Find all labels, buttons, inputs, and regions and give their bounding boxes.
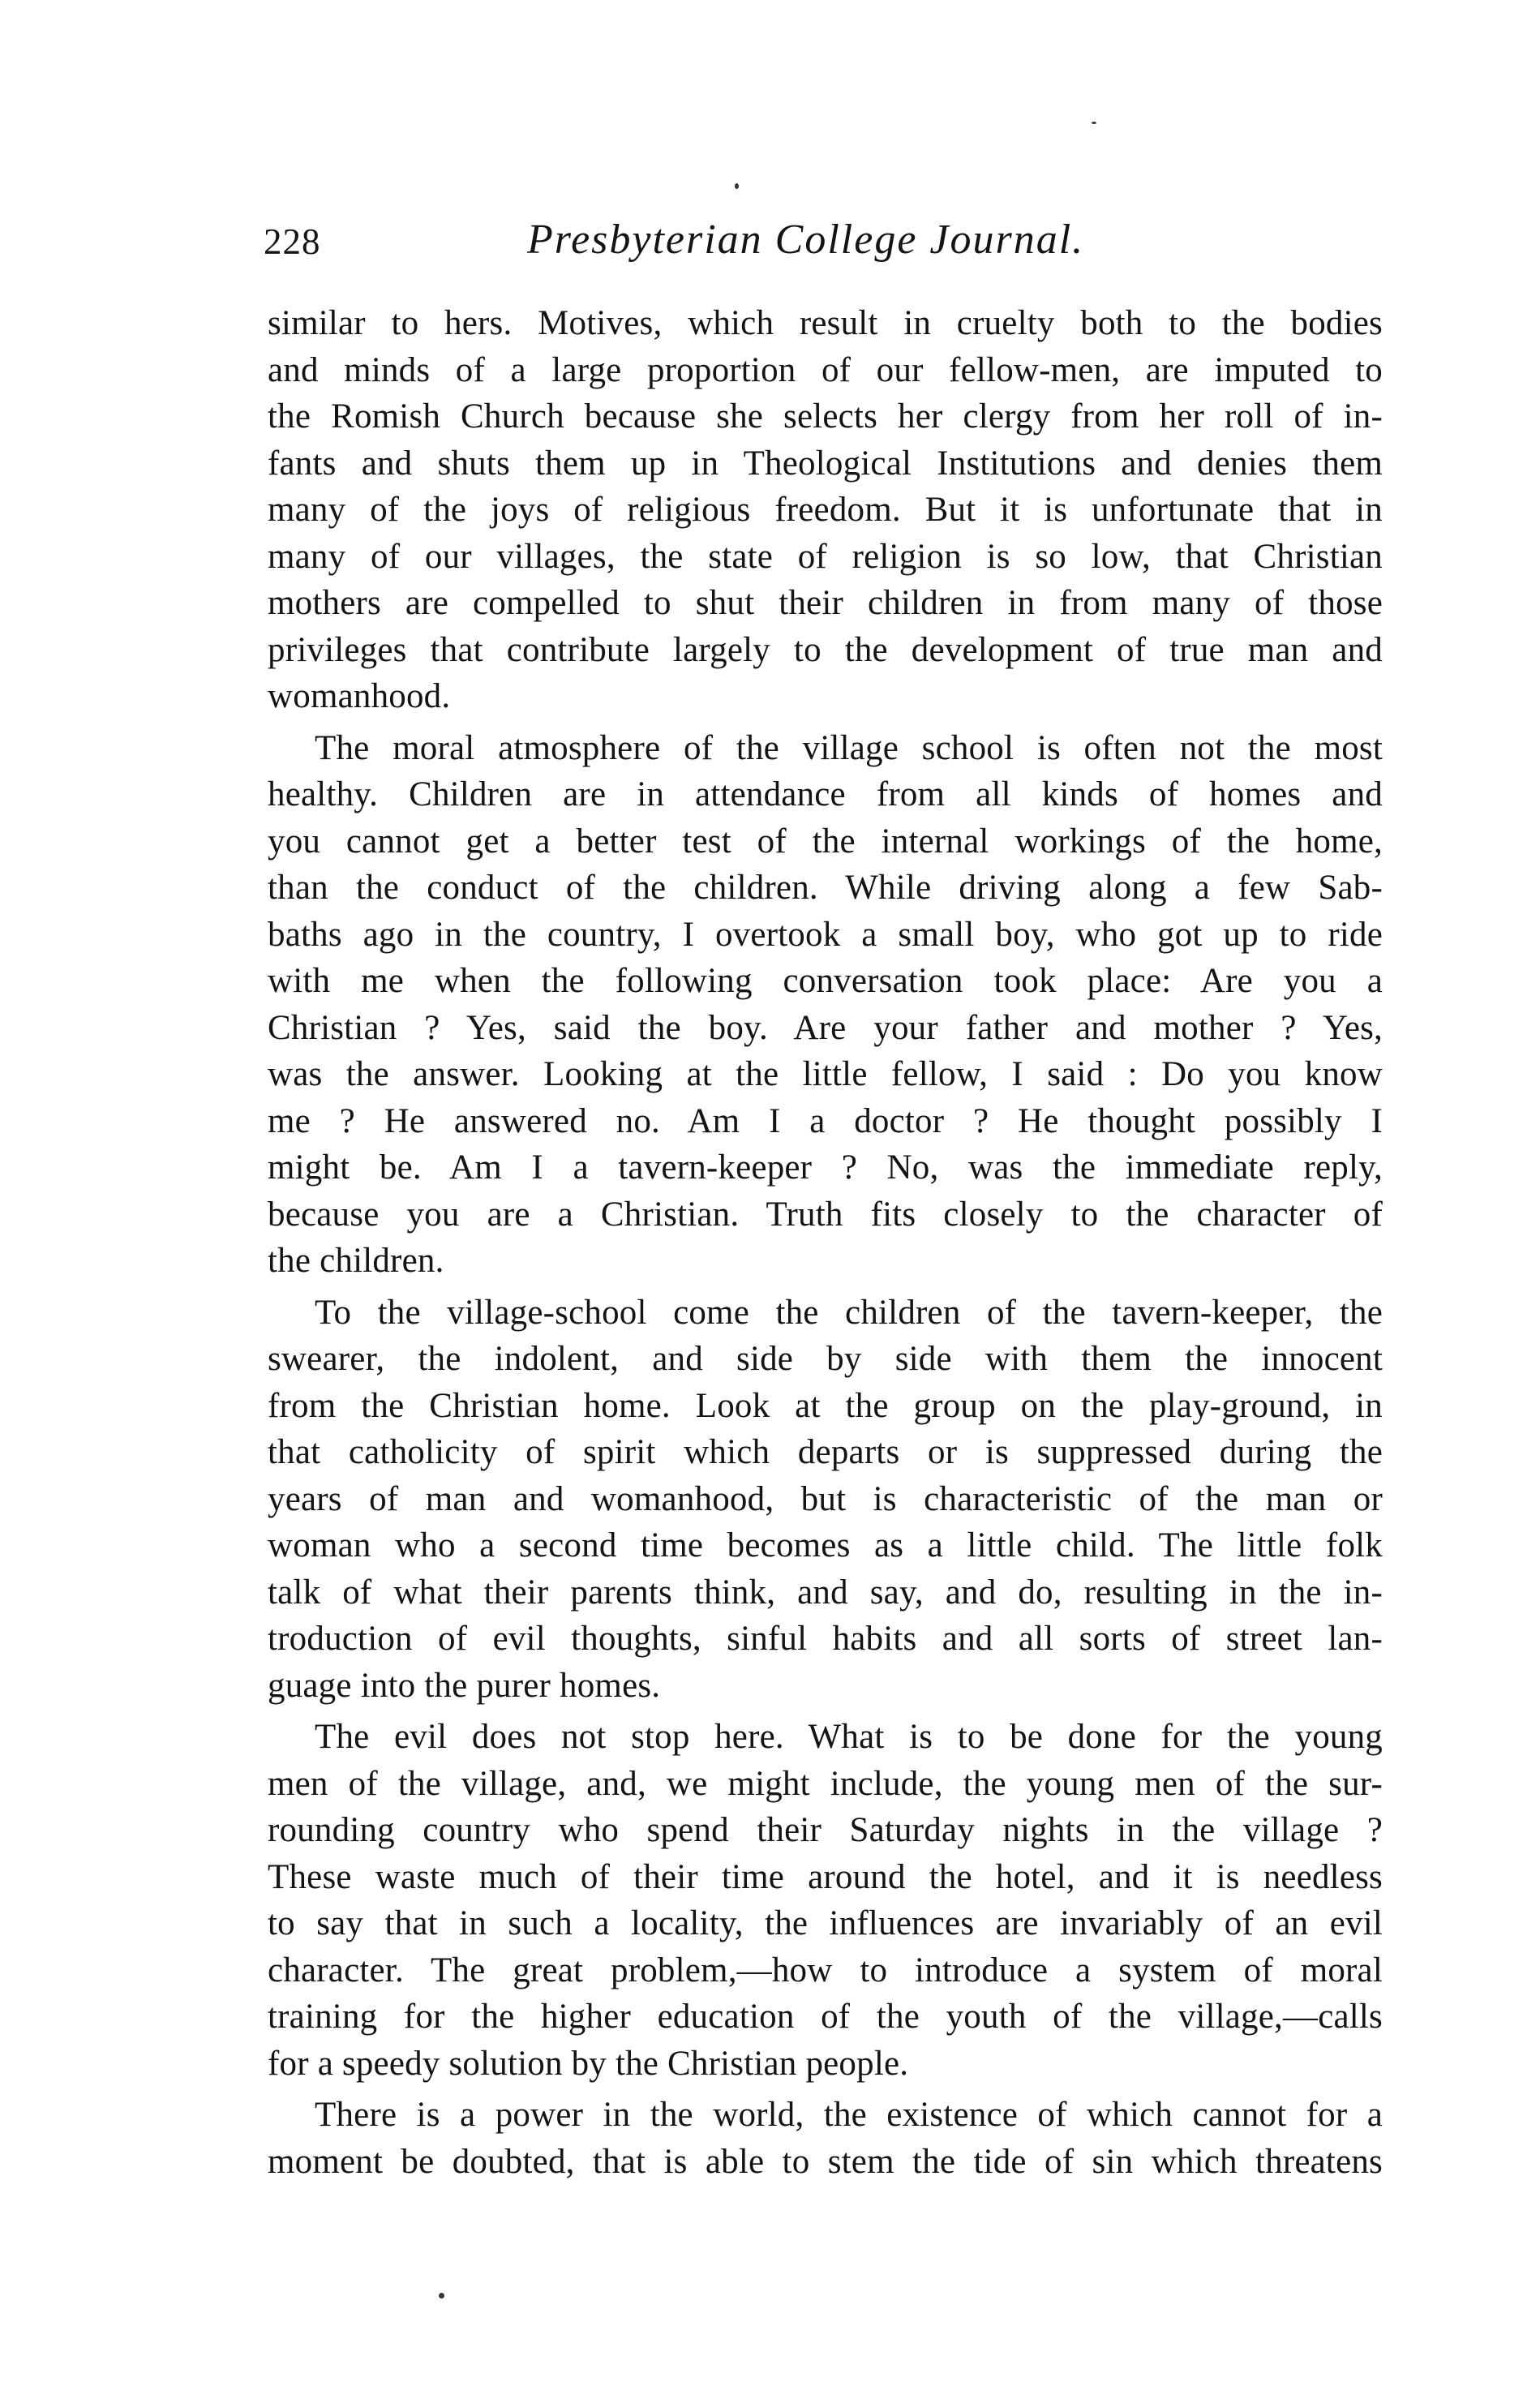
text-line: the children. bbox=[268, 1242, 444, 1280]
text-line: that catholicity of spirit which departs or is suppressed during the bbox=[268, 1433, 1383, 1471]
text-line: talk of what their parents think, and say, and do, resulting in the in- bbox=[268, 1573, 1383, 1612]
text-line: The evil does not stop here. What is to be done for the young bbox=[315, 1718, 1383, 1756]
text-line: troduction of evil thoughts, sinful habits and all sorts of street lan- bbox=[268, 1620, 1383, 1658]
text-line: To the village-school come the children of the tavern-keeper, the bbox=[315, 1293, 1383, 1332]
text-line: character. The great problem,—how to introduce a system of moral bbox=[268, 1951, 1383, 1989]
paragraph-5 bbox=[268, 2092, 1383, 2185]
text-line: The moral atmosphere of the village school is often not the most bbox=[315, 728, 1383, 767]
page-number: 228 bbox=[264, 221, 321, 262]
text-line: many of our villages, the state of religion is so low, that Christian bbox=[268, 537, 1383, 576]
text-line: might be. Am I a tavern-keeper ? No, was the immediate reply, bbox=[268, 1148, 1383, 1187]
text-line: me ? He answered no. Am I a doctor ? He thought possibly I bbox=[268, 1101, 1383, 1140]
scan-speck bbox=[735, 183, 739, 189]
text-line: because you are a Christian. Truth fits closely to the character of bbox=[268, 1195, 1383, 1234]
text-line: many of the joys of religious freedom. But it is unfortunate that in bbox=[268, 491, 1383, 529]
text-line: than the conduct of the children. While driving along a few Sab- bbox=[268, 869, 1383, 907]
text-line: womanhood. bbox=[268, 677, 451, 715]
text-line: from the Christian home. Look at the group on the play-ground, in bbox=[268, 1386, 1383, 1425]
text-line: moment be doubted, that is able to stem the tide of sin which threatens bbox=[268, 2142, 1383, 2181]
text-line: rounding country who spend their Saturday nights in the village ? bbox=[268, 1811, 1383, 1849]
text-line: for a speedy solution by the Christian people. bbox=[268, 2044, 909, 2083]
text-line: training for the higher education of the youth of the village,—calls bbox=[268, 1998, 1383, 2036]
text-line: There is a power in the world, the existence of which cannot for a bbox=[315, 2096, 1383, 2134]
text-line: the Romish Church because she selects her clergy from her roll of in- bbox=[268, 397, 1383, 436]
text-line: mothers are compelled to shut their children in from many of those bbox=[268, 584, 1383, 622]
paragraph-3 bbox=[268, 1290, 1383, 1710]
running-title: Presbyterian College Journal. bbox=[527, 217, 1085, 263]
scan-speck bbox=[1092, 122, 1096, 124]
text-line: to say that in such a locality, the influences are invariably of an evil bbox=[268, 1904, 1383, 1942]
text-line: Christian ? Yes, said the boy. Are your father and mother ? Yes, bbox=[268, 1008, 1383, 1047]
text-line: with me when the following conversation took place: Are you a bbox=[268, 962, 1383, 1000]
running-header bbox=[264, 216, 1383, 281]
paragraph-2 bbox=[268, 725, 1383, 1285]
text-line: fants and shuts them up in Theological Institutions and denies them bbox=[268, 444, 1383, 483]
text-line: privileges that contribute largely to the development of true man and bbox=[268, 630, 1383, 669]
text-line: was the answer. Looking at the little fellow, I said : Do you know bbox=[268, 1055, 1383, 1093]
text-line: These waste much of their time around the hotel, and it is needless bbox=[268, 1857, 1383, 1896]
text-line: guage into the purer homes. bbox=[268, 1666, 661, 1705]
text-line: years of man and womanhood, but is characteristic of the man or bbox=[268, 1479, 1383, 1518]
paragraph-1 bbox=[268, 300, 1383, 720]
text-line: men of the village, and, we might include, the young men of the sur- bbox=[268, 1764, 1383, 1803]
text-line: and minds of a large proportion of our fellow-men, are imputed to bbox=[268, 350, 1383, 389]
text-line: similar to hers. Motives, which result in cruelty both to the bodies bbox=[268, 304, 1383, 342]
text-line: you cannot get a better test of the internal workings of the home, bbox=[268, 822, 1383, 861]
body-text bbox=[268, 300, 1383, 2185]
text-line: woman who a second time becomes as a little child. The little folk bbox=[268, 1526, 1383, 1564]
text-line: swearer, the indolent, and side by side with them the innocent bbox=[268, 1340, 1383, 1378]
scan-speck bbox=[439, 2293, 444, 2298]
paragraph-4 bbox=[268, 1714, 1383, 2087]
text-line: healthy. Children are in attendance from all kinds of homes and bbox=[268, 775, 1383, 813]
text-line: baths ago in the country, I overtook a small boy, who got up to ride bbox=[268, 915, 1383, 954]
